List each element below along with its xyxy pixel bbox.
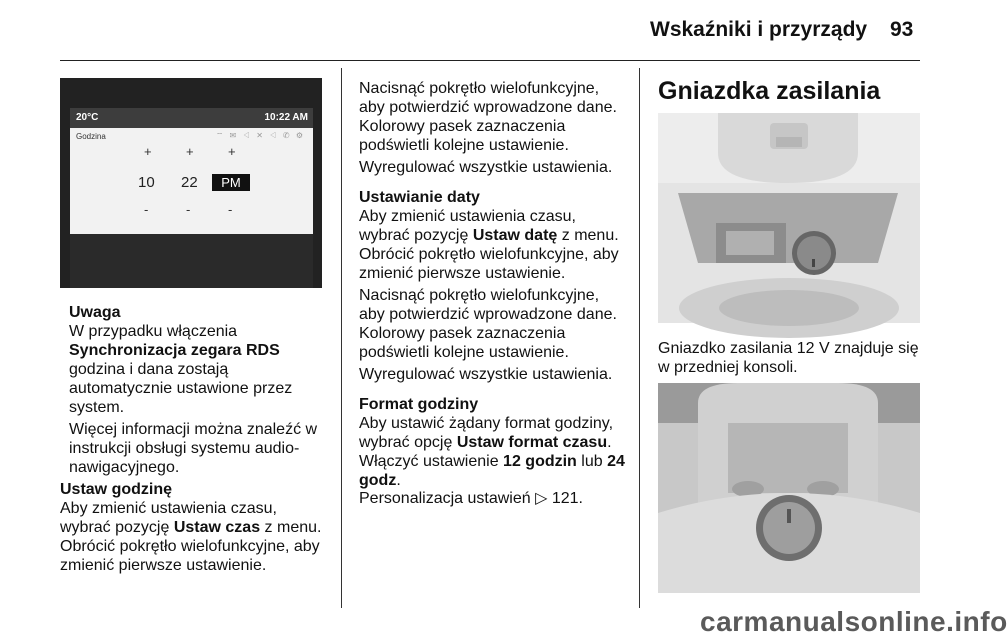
note-text: W przypadku włączenia (69, 323, 238, 340)
menu-item-ref: Ustaw datę (472, 227, 558, 244)
minus-icon: - (144, 202, 149, 217)
section-title-date: Ustawianie daty (359, 189, 480, 206)
body-text: Kolorowy pasek zaznaczenia (359, 325, 566, 342)
body-text: Obrócić pokrętło wielofunkcyjne, aby (60, 538, 320, 555)
option-ref: 12 godzin (503, 453, 577, 470)
note-text: Więcej informacji można znaleźć w (69, 421, 318, 438)
body-text: aby potwierdzić wprowadzone dane. (359, 306, 617, 323)
body-text (359, 471, 401, 490)
text-run: Personalizacja ustawień (359, 490, 536, 507)
minute-value: 22 (181, 174, 198, 191)
minus-icon: - (228, 202, 233, 217)
hour-value: 10 (138, 174, 155, 191)
arrow-ref-icon: ▷ (535, 490, 552, 507)
column-divider (341, 68, 342, 608)
text-run: lub (576, 453, 608, 470)
text-run: wybrać pozycję (359, 227, 473, 244)
cross-reference (359, 489, 583, 508)
note-text: godzina i dana zostają (69, 361, 229, 378)
minus-icon: - (186, 202, 191, 217)
clock-settings-screen-image (60, 78, 322, 288)
status-icons: ⌔ ✉ ◁ ✕ ◁ ✆ ⚙ (215, 131, 305, 140)
body-text: Aby zmienić ustawienia czasu, (359, 208, 576, 225)
header-rule (60, 60, 920, 61)
text-run: wybrać opcję (359, 434, 457, 451)
body-text (359, 433, 612, 452)
body-text: zmienić pierwsze ustawienie. (60, 557, 267, 574)
note-text: Synchronizacja zegara RDS (69, 342, 280, 359)
body-text (60, 518, 321, 537)
text-run: z menu. (557, 227, 619, 244)
note-text: system. (69, 399, 125, 416)
text-run: . (607, 434, 612, 451)
plus-icon: + (228, 144, 236, 159)
footer-watermark: carmanualsonline.info (700, 606, 1008, 637)
note-text: nawigacyjnego. (69, 459, 180, 476)
body-text: Wyregulować wszystkie ustawienia. (359, 159, 613, 176)
text-run: z menu. (260, 519, 322, 536)
body-text: Nacisnąć pokrętło wielofunkcyjne, (359, 287, 600, 304)
body-text: podświetli kolejne ustawienie. (359, 137, 569, 154)
console-photo (658, 113, 920, 323)
socket-photo (658, 383, 920, 593)
page-ref[interactable]: 121. (551, 490, 583, 507)
screen-label: Godzina (76, 132, 106, 141)
body-text: Aby ustawić żądany format godziny, (359, 415, 614, 432)
note-title: Uwaga (69, 304, 121, 321)
section-title-format: Format godziny (359, 396, 479, 413)
screen-clock: 10:22 AM (264, 112, 308, 123)
body-text: Wyregulować wszystkie ustawienia. (359, 366, 613, 383)
option-ref: godz (359, 472, 397, 489)
body-text: aby potwierdzić wprowadzone dane. (359, 99, 617, 116)
text-run: . (396, 472, 401, 489)
plus-icon: + (186, 144, 194, 159)
body-text (359, 226, 619, 245)
body-text (359, 452, 625, 471)
text-run: Włączyć ustawienie (359, 453, 504, 470)
body-text: podświetli kolejne ustawienie. (359, 344, 569, 361)
note-text: automatycznie ustawione przez (69, 380, 293, 397)
note-text: instrukcji obsługi systemu audio- (69, 440, 300, 457)
screen-bottom (70, 234, 313, 288)
ampm-value: PM (212, 174, 250, 191)
menu-item-ref: Ustaw format czasu (456, 434, 608, 451)
page-number: 93 (890, 18, 914, 41)
section-title-time: Ustaw godzinę (60, 481, 173, 498)
header-title: Wskaźniki i przyrządy (650, 18, 868, 41)
caption: w przedniej konsoli. (658, 359, 798, 376)
column-divider (639, 68, 640, 608)
option-ref: 24 (607, 453, 625, 470)
menu-item-ref: Ustaw czas (173, 519, 261, 536)
screen-temperature: 20°C (76, 112, 99, 123)
body-text: Obrócić pokrętło wielofunkcyjne, aby (359, 246, 619, 263)
body-text: Aby zmienić ustawienia czasu, (60, 500, 277, 517)
body-text: Nacisnąć pokrętło wielofunkcyjne, (359, 80, 600, 97)
text-run: wybrać pozycję (60, 519, 174, 536)
section-heading: Gniazdka zasilania (658, 77, 881, 105)
body-text: Kolorowy pasek zaznaczenia (359, 118, 566, 135)
body-text: zmienić pierwsze ustawienie. (359, 265, 566, 282)
plus-icon: + (144, 144, 152, 159)
caption: Gniazdko zasilania 12 V znajduje się (658, 340, 919, 357)
